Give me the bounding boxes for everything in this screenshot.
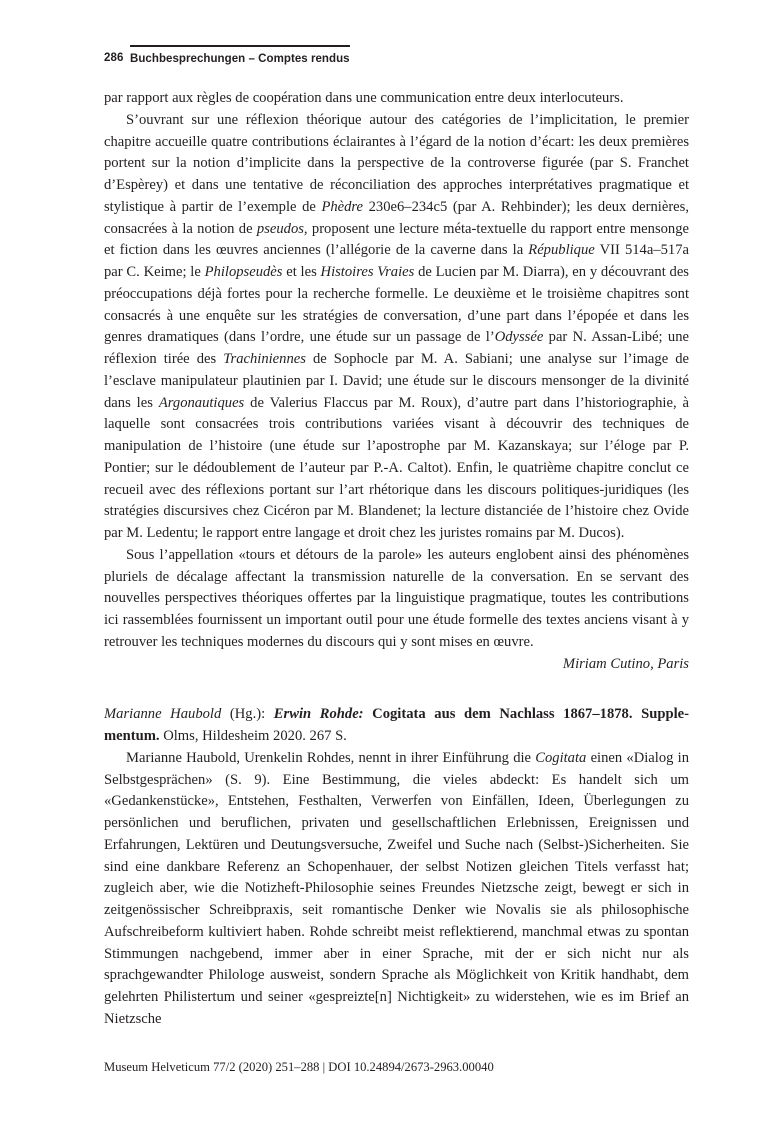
paragraph: Marianne Haubold, Urenkelin Rohdes, nennt in ihrer Einführung die Cogitata einen «Dialog in Selbstgesprächen» (S. 9). Eine Bestimmung, die vieles abdeckt: Es handelt sich um «Gedankenstücke», Entstehen, Festhalten, Verwerfen von Einfällen, Ideen, Überlegungen zu persönlichen und beruflichen, privaten und gesellschaftlichen Erlebnissen, Ereignissen und Erfahrungen, Lektüren und Deutungsversuche, Zweifel und Suche nach (Selbst-)Sicherheiten. Sie sind eine dankbare Referenz an Schopenhauer, der selbst Notizen gleichen Titels verfasst hat; zugleich aber, wie die Notizheft-Philosophie seines Freundes Nietzsche zeigt, bewegt er sich in zeitgenössischer Schreibpraxis, seit romantische Denker wie Novalis sie als philosophische Aufschreibeform kultiviert haben. Rohde schreibt meist reflektierend, manchmal etwas zu spontan Stimmungen nachgebend, immer aber in einer Sprache, mit der er sich nicht nur als sprachgewandter Philologe ausweist, sondern Sprache als Möglichkeit von Kritik handhabt, dem gelehrten Philistertum und seiner «gespreizte[n] Nichtigkeit» zu widerstehen, wie es im Brief an Nietzsche [104, 749, 689, 1027]
running-head-title: Buchbesprechungen – Comptes rendus [130, 53, 350, 66]
review-block-1 [104, 88, 689, 675]
page-number: 286 [104, 52, 124, 65]
paragraph: S’ouvrant sur une réflexion théorique autour des catégories de l’implicitation, le premier chapitre accueille quatre contributions éclairantes à l’égard de la notion d’écart: les deux premières portent sur la notion d’implicite dans la perspective de la controverse figurée (par S. Franchet d’Espèrey) et dans une tentative de réconciliation des approches interprétatives pragmatique et stylistique à partir de l’exemple de Phèdre 230e6–234c5 (par A. Rehbinder); les deux dernières, consacrées à la notion de pseudos, proposent une lecture méta-textuelle du rapport entre mensonge et fiction dans les œuvres anciennes (l’allégorie de la caverne dans la République VII 514a–517a par C. Keime; le Philopseudès et les Histoires Vraies de Lucien par M. Diarra), en y découvrant des préoccupations déjà fortes pour la recherche formelle. Le deuxième et le troisième chapitres sont consacrés à une enquête sur les stratégies de conversation, d’une part dans l’épopée et dans les genres dramatiques (dans l’ordre, une étude sur un passage de l’Odyssée par N. Assan-Libé; une réflexion tirée des Trachiniennes de Sophocle par M. A. Sabiani; une analyse sur l’image de l’esclave manipulateur plautinien par I. David; une étude sur le discours mensonger de la divinité dans les Argonautiques de Valerius Flaccus par M. Roux), d’autre part dans l’historiographie, à laquelle sont consacrées trois contributions variées visant à découvrir des techniques de manipulation de l’histoire (une étude sur l’apostrophe par M. Kazanskaya; sur l’éloge par P. Pontier; sur le dédoublement de l’auteur par P.-A. Caltot). Enfin, le quatrième chapitre conclut ce recueil avec des réflexions portant sur l’art rhétorique dans les discours politiques-juridiques (les stratégies discursives chez Cicéron par M. Blandenet; la lecture distanciée de l’histoire chez Ovide par M. Ledentu; le rapport entre langage et droit chez les juristes romains par M. Ducos). [104, 111, 690, 541]
header-rule [130, 45, 350, 47]
body-content [104, 88, 689, 1031]
paragraph: Sous l’appellation «tours et détours de la parole» les auteurs englobent ainsi des phénomènes pluriels de décalage affectant la transmission naturelle de la conversation. En se servant des nouvelles perspectives théoriques offertes par la linguistique pragmatique, toutes les contributions ici rassemblées fournissent un important outil pour une étude formelle des textes anciens visant à y retrouver les techniques modernes du discours qui y sont mises en œuvre. [104, 546, 689, 650]
review-heading: Marianne Haubold (Hg.): Erwin Rohde: Cogitata aus dem Nachlass 1867–1878. Supplementum. Olms, Hildesheim 2020. 267 S. [104, 706, 689, 744]
running-head-rule-wrap [130, 45, 350, 66]
review-separator-space [104, 675, 689, 704]
review-attribution: Miriam Cutino, Paris [562, 655, 689, 672]
paragraph: par rapport aux règles de coopération dans une communication entre deux interlocuteurs. [104, 90, 624, 106]
review-block-2 [104, 704, 689, 1030]
footer-citation: Museum Helveticum 77/2 (2020) 251–288 | DOI 10.24894/2673-2963.00040 [104, 1060, 494, 1074]
running-head [104, 45, 689, 66]
